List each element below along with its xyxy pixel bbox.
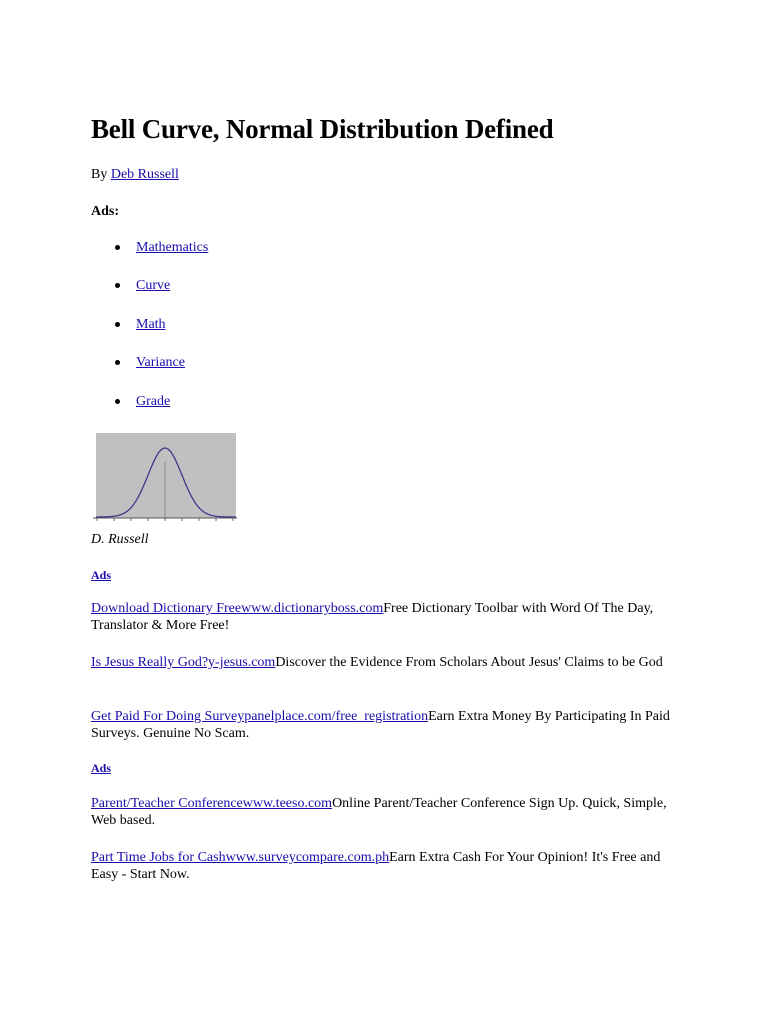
list-item (91, 239, 208, 277)
author-link[interactable]: Deb Russell (110, 167, 179, 182)
byline-prefix: By (91, 167, 108, 182)
sponsored-ads-label (91, 760, 111, 777)
ad-keyword-list (91, 239, 208, 431)
ad-link-mathematics[interactable]: Mathematics (136, 240, 209, 255)
sponsored-ad (91, 708, 681, 742)
ad-description: Discover the Evidence From Scholars About Jesus' Claims to be God (275, 655, 663, 670)
ad-teacher-conference-link[interactable]: Parent/Teacher Conferencewww.teeso.com (91, 796, 333, 811)
ads-heading: Ads: (91, 204, 120, 219)
figure-caption: D. Russell (91, 532, 149, 547)
list-item (91, 354, 208, 392)
list-item (91, 393, 208, 431)
sponsored-ad (91, 600, 681, 634)
sponsored-ads-label (91, 567, 111, 584)
byline (91, 166, 179, 183)
ad-part-time-jobs-link[interactable]: Part Time Jobs for Cashwww.surveycompare.com.ph (91, 850, 390, 865)
bell-curve-image (93, 432, 237, 526)
ad-link-variance[interactable]: Variance (136, 355, 185, 371)
ads-label-link[interactable]: Ads (91, 568, 112, 582)
chart-background (96, 433, 236, 518)
ad-link-grade[interactable]: Grade (136, 393, 171, 409)
ad-jesus-link[interactable]: Is Jesus Really God?y-jesus.com (91, 655, 276, 670)
ad-description: Earn Extra Cash For Your Opinion! It's Free and Easy - Start Now. (91, 850, 661, 882)
bell-curve-figure (93, 432, 237, 531)
ad-description: Free Dictionary Toolbar with Word Of The Day, Translator & More Free! (91, 601, 654, 633)
ad-link-math[interactable]: Math (136, 316, 166, 332)
ad-dictionary-link[interactable]: Download Dictionary Freewww.dictionaryboss.com (91, 601, 384, 616)
ads-label-link[interactable]: Ads (91, 761, 112, 775)
ad-description: Earn Extra Money By Participating In Paid Surveys. Genuine No Scam. (91, 709, 670, 741)
sponsored-ad (91, 795, 681, 829)
list-item (91, 277, 208, 315)
list-item (91, 316, 208, 354)
ad-link-curve[interactable]: Curve (136, 278, 171, 294)
sponsored-ad (91, 654, 681, 671)
ad-description: Online Parent/Teacher Conference Sign Up. Quick, Simple, Web based. (91, 796, 667, 828)
ad-survey-link[interactable]: Get Paid For Doing Surveypanelplace.com/free_registration (91, 709, 429, 724)
sponsored-ad (91, 849, 681, 883)
page-title: Bell Curve, Normal Distribution Defined (91, 114, 554, 144)
